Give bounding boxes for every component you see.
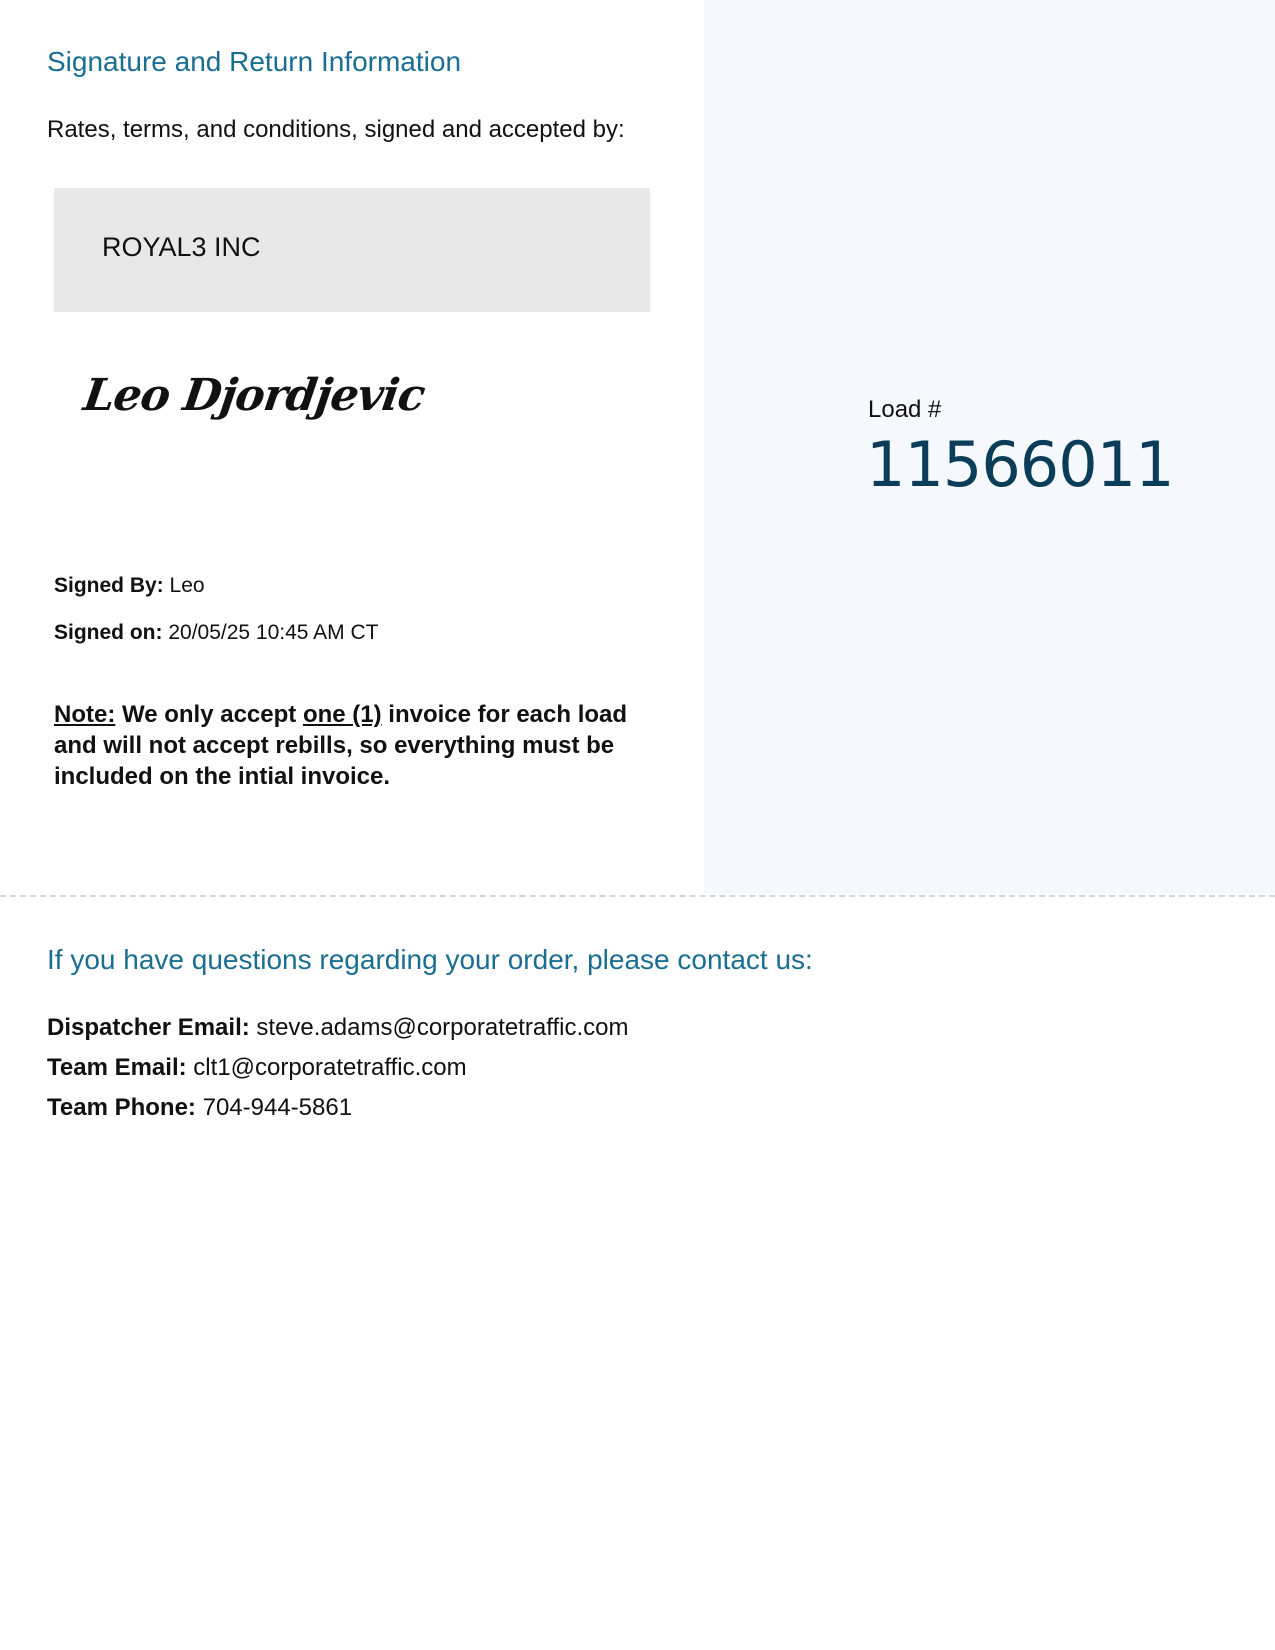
section-title-signature: Signature and Return Information <box>47 46 462 77</box>
signed-on-value: 20/05/25 10:45 AM CT <box>168 621 379 644</box>
signed-by-label: Signed By: <box>54 574 164 597</box>
note-emphasis: one (1) <box>302 701 382 728</box>
signed-by-line <box>54 574 205 598</box>
team-phone-value: 704-944-5861 <box>202 1094 353 1121</box>
handwritten-signature: Leo Djordjevic <box>80 370 428 421</box>
load-number: 11566011 <box>866 428 1174 501</box>
note-text-1: We only accept <box>122 701 297 728</box>
dispatcher-email-line <box>47 1014 628 1042</box>
section-divider <box>0 895 1275 897</box>
company-box <box>54 188 650 312</box>
signed-on-label: Signed on: <box>54 621 163 644</box>
section-title-contact: If you have questions regarding your order, please contact us: <box>47 944 813 975</box>
note-text-2: invoice for each load and will not accept rebills, so everything must be included on the intial invoice. <box>54 701 628 790</box>
team-email-line <box>47 1054 467 1082</box>
signed-by-value: Leo <box>169 574 205 597</box>
acceptance-intro: Rates, terms, and conditions, signed and accepted by: <box>47 116 625 143</box>
team-phone-label: Team Phone: <box>47 1094 196 1121</box>
signed-on-line <box>54 621 378 645</box>
dispatcher-email-value: steve.adams@corporatetraffic.com <box>256 1014 629 1041</box>
dispatcher-email-label: Dispatcher Email: <box>47 1014 250 1041</box>
company-name: ROYAL3 INC <box>102 232 261 262</box>
note-label: Note: <box>54 701 116 728</box>
team-phone-line <box>47 1094 352 1122</box>
load-label: Load # <box>868 396 942 423</box>
team-email-value: clt1@corporatetraffic.com <box>193 1054 467 1081</box>
team-email-label: Team Email: <box>47 1054 187 1081</box>
invoice-note <box>54 699 644 792</box>
